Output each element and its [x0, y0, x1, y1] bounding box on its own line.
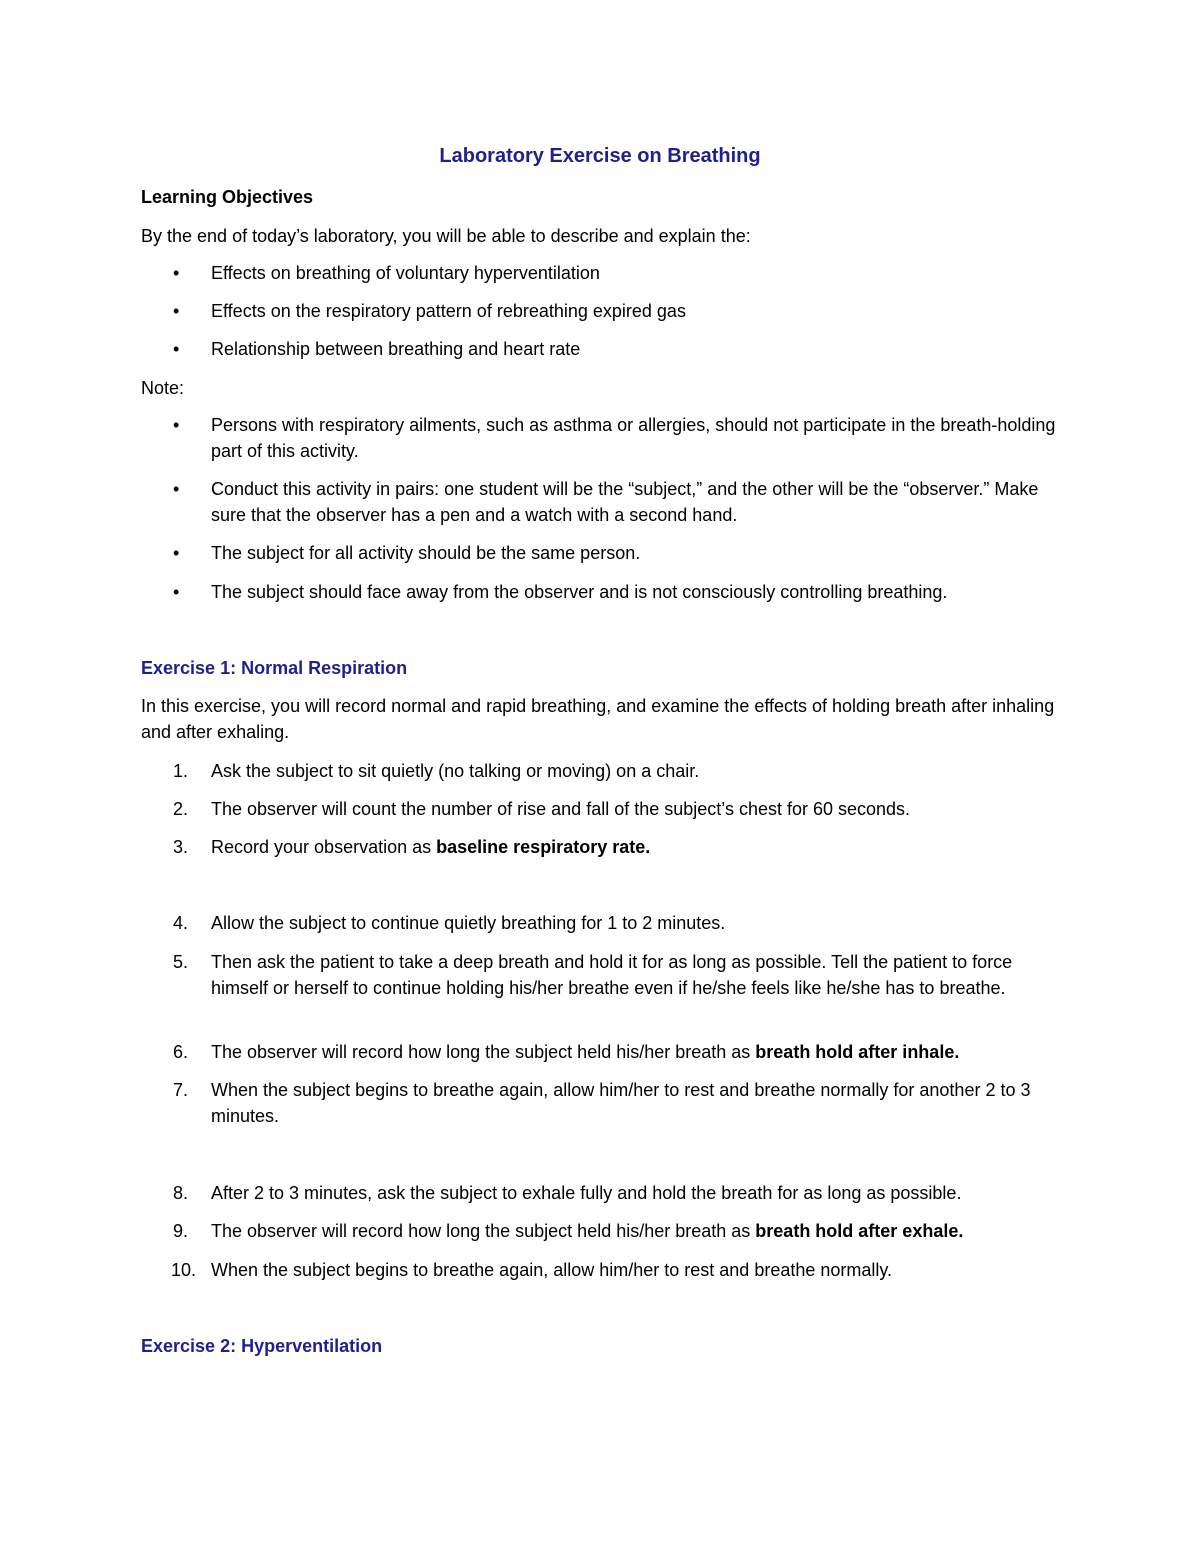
exercise-step: 7. When the subject begins to breathe again, allow him/her to rest and breathe normally for another 2 to 3 minutes.	[141, 1077, 1061, 1129]
note-item: • The subject should face away from the observer and is not consciously controlling breathing.	[141, 579, 1061, 605]
exercise-step: 2. The observer will count the number of rise and fall of the subject’s chest for 60 seconds.	[141, 796, 1061, 822]
step-number: 8.	[173, 1183, 189, 1203]
note-heading: Note:	[141, 378, 185, 398]
step-number: 5.	[173, 952, 189, 972]
exercise-step: 9. The observer will record how long the subject held his/her breath as breath hold after exhale.	[141, 1218, 1061, 1244]
bullet-icon: •	[173, 263, 180, 283]
objective-item: • Effects on breathing of voluntary hyperventilation	[141, 260, 1061, 286]
bullet-icon: •	[173, 582, 180, 602]
bullet-icon: •	[173, 543, 180, 563]
step-number: 9.	[173, 1221, 189, 1241]
exercise-step: 8. After 2 to 3 minutes, ask the subject to exhale fully and hold the breath for as long as possible.	[141, 1180, 1061, 1206]
step-number: 1.	[173, 761, 189, 781]
note-item: • Conduct this activity in pairs: one student will be the “subject,” and the other will be the “observer.” Make sure that the observer has a pen and a watch with a second hand.	[141, 476, 1061, 528]
step-number: 4.	[173, 913, 189, 933]
bullet-icon: •	[173, 479, 180, 499]
objective-item: • Effects on the respiratory pattern of rebreathing expired gas	[141, 298, 1061, 324]
learning-objectives-intro: By the end of today’s laboratory, you will be able to describe and explain the:	[141, 226, 751, 246]
exercise-2-heading: Exercise 2: Hyperventilation	[141, 1336, 383, 1356]
step-number: 6.	[173, 1042, 189, 1062]
exercise-1-heading: Exercise 1: Normal Respiration	[141, 658, 408, 678]
exercise-step: 3. Record your observation as baseline respiratory rate.	[141, 834, 1061, 860]
note-item: • Persons with respiratory ailments, such as asthma or allergies, should not participate in the breath-holding part of this activity.	[141, 412, 1061, 464]
bullet-icon: •	[173, 415, 180, 435]
term-breath-hold-after-inhale: breath hold after inhale	[755, 1042, 955, 1062]
document-title: Laboratory Exercise on Breathing	[439, 145, 761, 167]
objective-item: • Relationship between breathing and heart rate	[141, 336, 1061, 362]
exercise-step: 1. Ask the subject to sit quietly (no talking or moving) on a chair.	[141, 758, 1061, 784]
exercise-step: 6. The observer will record how long the subject held his/her breath as breath hold after inhale.	[141, 1039, 1061, 1065]
step-number: 10.	[171, 1260, 197, 1280]
exercise-step: 10. When the subject begins to breathe again, allow him/her to rest and breathe normally.	[141, 1257, 1061, 1283]
exercise-step: 4. Allow the subject to continue quietly breathing for 1 to 2 minutes.	[141, 910, 1061, 936]
bullet-icon: •	[173, 301, 180, 321]
exercise-step: 5. Then ask the patient to take a deep breath and hold it for as long as possible. Tell the patient to force himself or herself to continue holding his/her breathe even if he/she feels like he/she has to breathe.	[141, 949, 1061, 1001]
term-baseline-respiratory-rate: baseline respiratory rate	[436, 837, 646, 857]
note-item: • The subject for all activity should be the same person.	[141, 540, 1061, 566]
step-number: 3.	[173, 837, 189, 857]
learning-objectives-heading: Learning Objectives	[141, 187, 314, 207]
step-number: 7.	[173, 1080, 189, 1100]
exercise-1-intro: In this exercise, you will record normal and rapid breathing, and examine the effects of holding breath after inhaling and after exhaling.	[141, 696, 1055, 742]
step-number: 2.	[173, 799, 189, 819]
term-breath-hold-after-exhale: breath hold after exhale	[755, 1221, 959, 1241]
bullet-icon: •	[173, 339, 180, 359]
